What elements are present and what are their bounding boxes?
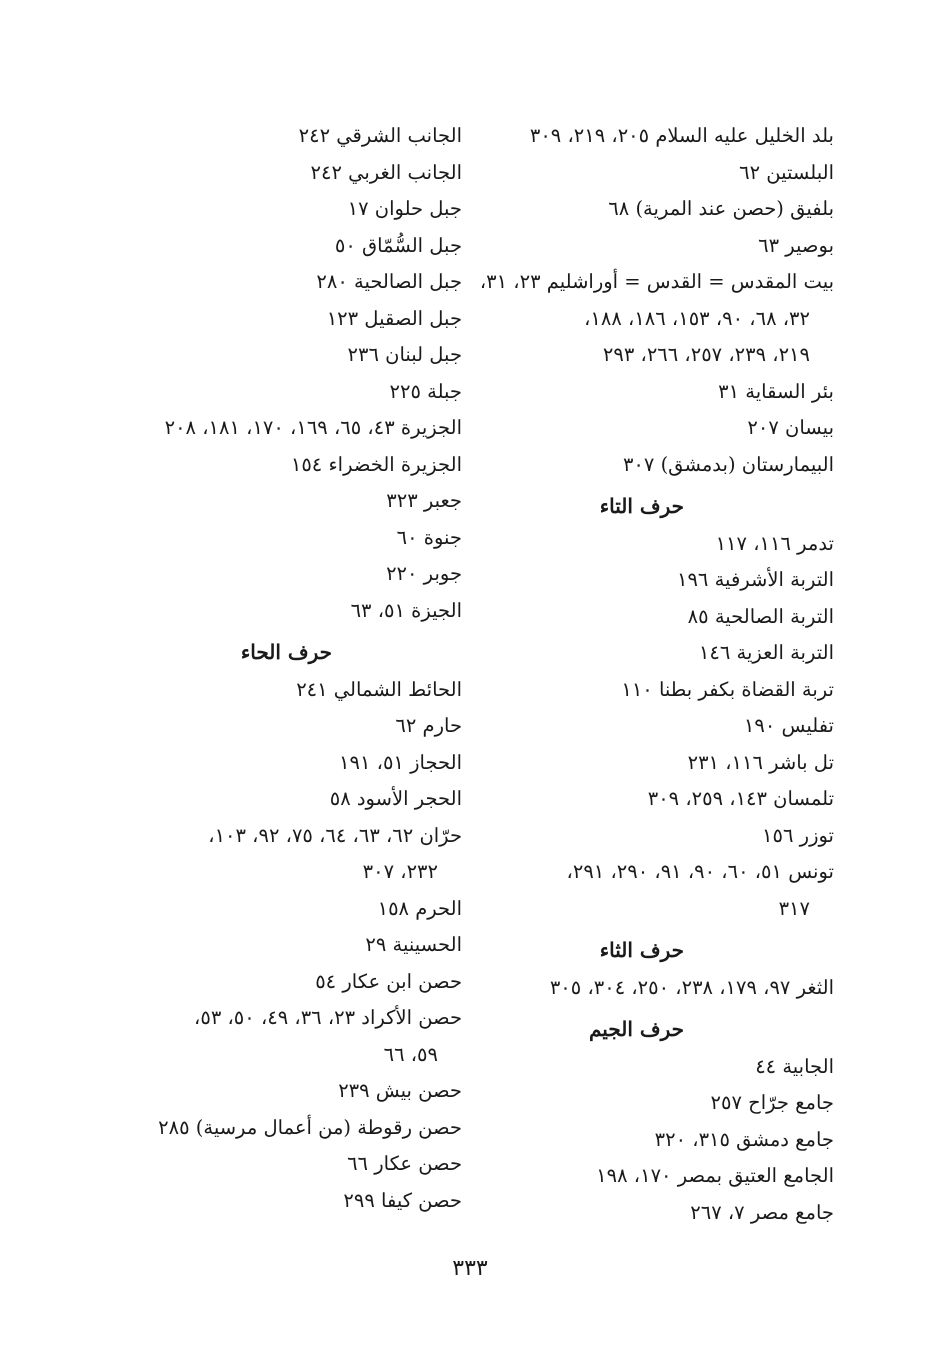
index-entry: حرّان ٦٢، ٦٣، ٦٤، ٧٥، ٩٢، ١٠٣،	[208, 823, 462, 847]
index-entry: الجابية ٤٤	[755, 1054, 834, 1078]
left-column	[92, 118, 462, 1219]
index-entry: تربة القضاة بكفر بطنا ١١٠	[621, 677, 834, 701]
index-entry: حصن الأكراد ٢٣، ٣٦، ٤٩، ٥٠، ٥٣،	[194, 1006, 462, 1029]
index-entry: بيسان ٢٠٧	[747, 416, 834, 439]
section-heading: حرف الحاء	[240, 640, 332, 664]
index-entry: جبل حلوان ١٧	[347, 197, 462, 220]
index-entry: حصن بيش ٢٣٩	[338, 1079, 462, 1102]
index-entry: الجيزة ٥١، ٦٣	[350, 598, 462, 622]
index-entry: الحرم ١٥٨	[377, 896, 462, 920]
index-entry: حصن كيفا ٢٩٩	[343, 1188, 462, 1212]
index-entry-continuation: ٣٢، ٦٨، ٩٠، ١٥٣، ١٨٦، ١٨٨،	[584, 306, 810, 330]
index-entry: جبل الصقيل ١٢٣	[326, 306, 462, 330]
index-entry: توزر ١٥٦	[762, 823, 834, 847]
index-entry: جعبر ٣٢٣	[386, 489, 462, 512]
index-entry: جوبر ٢٢٠	[386, 562, 462, 585]
index-entry: الجامع العتيق بمصر ١٧٠، ١٩٨	[596, 1164, 834, 1187]
index-entry: جامع جرّاح ٢٥٧	[710, 1091, 834, 1114]
index-entry: التربة الصالحية ٨٥	[687, 604, 834, 628]
section-heading: حرف الجيم	[589, 1017, 684, 1041]
index-entry-continuation: ٢١٩، ٢٣٩، ٢٥٧، ٢٦٦، ٢٩٣	[602, 343, 810, 366]
index-entry: الجانب الشرقي ٢٤٢	[298, 124, 462, 147]
page-number: ٣٣٣	[452, 1256, 488, 1281]
index-entry: حصن عكار ٦٦	[347, 1152, 462, 1175]
index-entry: تلمسان ١٤٣، ٢٥٩، ٣٠٩	[647, 787, 834, 810]
index-entry: الجانب الغربي ٢٤٢	[310, 160, 462, 184]
index-entry: جامع دمشق ٣١٥، ٣٢٠	[654, 1127, 834, 1151]
index-entry: تونس ٥١، ٦٠، ٩٠، ٩١، ٢٩٠، ٢٩١،	[566, 860, 834, 883]
index-entry: تل باشر ١١٦، ٢٣١	[687, 750, 834, 774]
index-entry: تدمر ١١٦، ١١٧	[715, 531, 834, 555]
index-entry: حارم ٦٢	[395, 714, 462, 737]
index-entry: بلد الخليل عليه السلام ٢٠٥، ٢١٩، ٣٠٩	[529, 124, 834, 147]
index-entry: الحائط الشمالي ٢٤١	[296, 677, 462, 701]
right-column	[464, 118, 834, 1231]
index-entry: الحجر الأسود ٥٨	[329, 787, 462, 810]
index-entry: البلستين ٦٢	[739, 160, 834, 184]
index-entry-continuation: ٢٣٢، ٣٠٧	[362, 860, 438, 883]
index-entry: جنوة ٦٠	[396, 525, 462, 549]
index-entry: جامع مصر ٧، ٢٦٧	[690, 1200, 834, 1224]
index-entry: الحسينية ٢٩	[365, 933, 462, 956]
index-entry-continuation: ٥٩، ٦٦	[383, 1042, 438, 1066]
index-entry: حصن رقوطة (من أعمال مرسية) ٢٨٥	[158, 1115, 462, 1139]
index-entry: البيمارستان (بدمشق) ٣٠٧	[622, 452, 834, 476]
index-entry: تفليس ١٩٠	[743, 714, 834, 737]
index-entry: جبل السُّمّاق ٥٠	[334, 233, 462, 257]
index-entry: التربة العزية ١٤٦	[698, 641, 834, 664]
index-entry: الجزيرة الخضراء ١٥٤	[290, 452, 462, 476]
section-heading: حرف التاء	[599, 494, 684, 518]
section-heading: حرف الثاء	[599, 938, 684, 962]
index-entry: الجزيرة ٤٣، ٦٥، ١٦٩، ١٧٠، ١٨١، ٢٠٨	[164, 416, 462, 439]
index-entry: بوصير ٦٣	[758, 233, 834, 257]
index-entry: جبل الصالحية ٢٨٠	[316, 270, 462, 293]
index-entry: بيت المقدس = القدس = أوراشليم ٢٣، ٣١،	[479, 270, 834, 293]
index-entry: جبلة ٢٢٥	[389, 379, 462, 403]
index-entry: الثغر ٩٧، ١٧٩، ٢٣٨، ٢٥٠، ٣٠٤، ٣٠٥	[549, 975, 834, 999]
index-entry: التربة الأشرفية ١٩٦	[676, 568, 834, 591]
index-entry: حصن ابن عكار ٥٤	[315, 969, 462, 993]
index-entry-continuation: ٣١٧	[778, 896, 810, 920]
index-entry: الحجاز ٥١، ١٩١	[339, 750, 462, 774]
index-entry: بئر السقاية ٣١	[718, 379, 834, 403]
index-entry: بلفيق (حصن عند المرية) ٦٨	[608, 197, 834, 220]
index-entry: جبل لبنان ٢٣٦	[347, 343, 462, 366]
